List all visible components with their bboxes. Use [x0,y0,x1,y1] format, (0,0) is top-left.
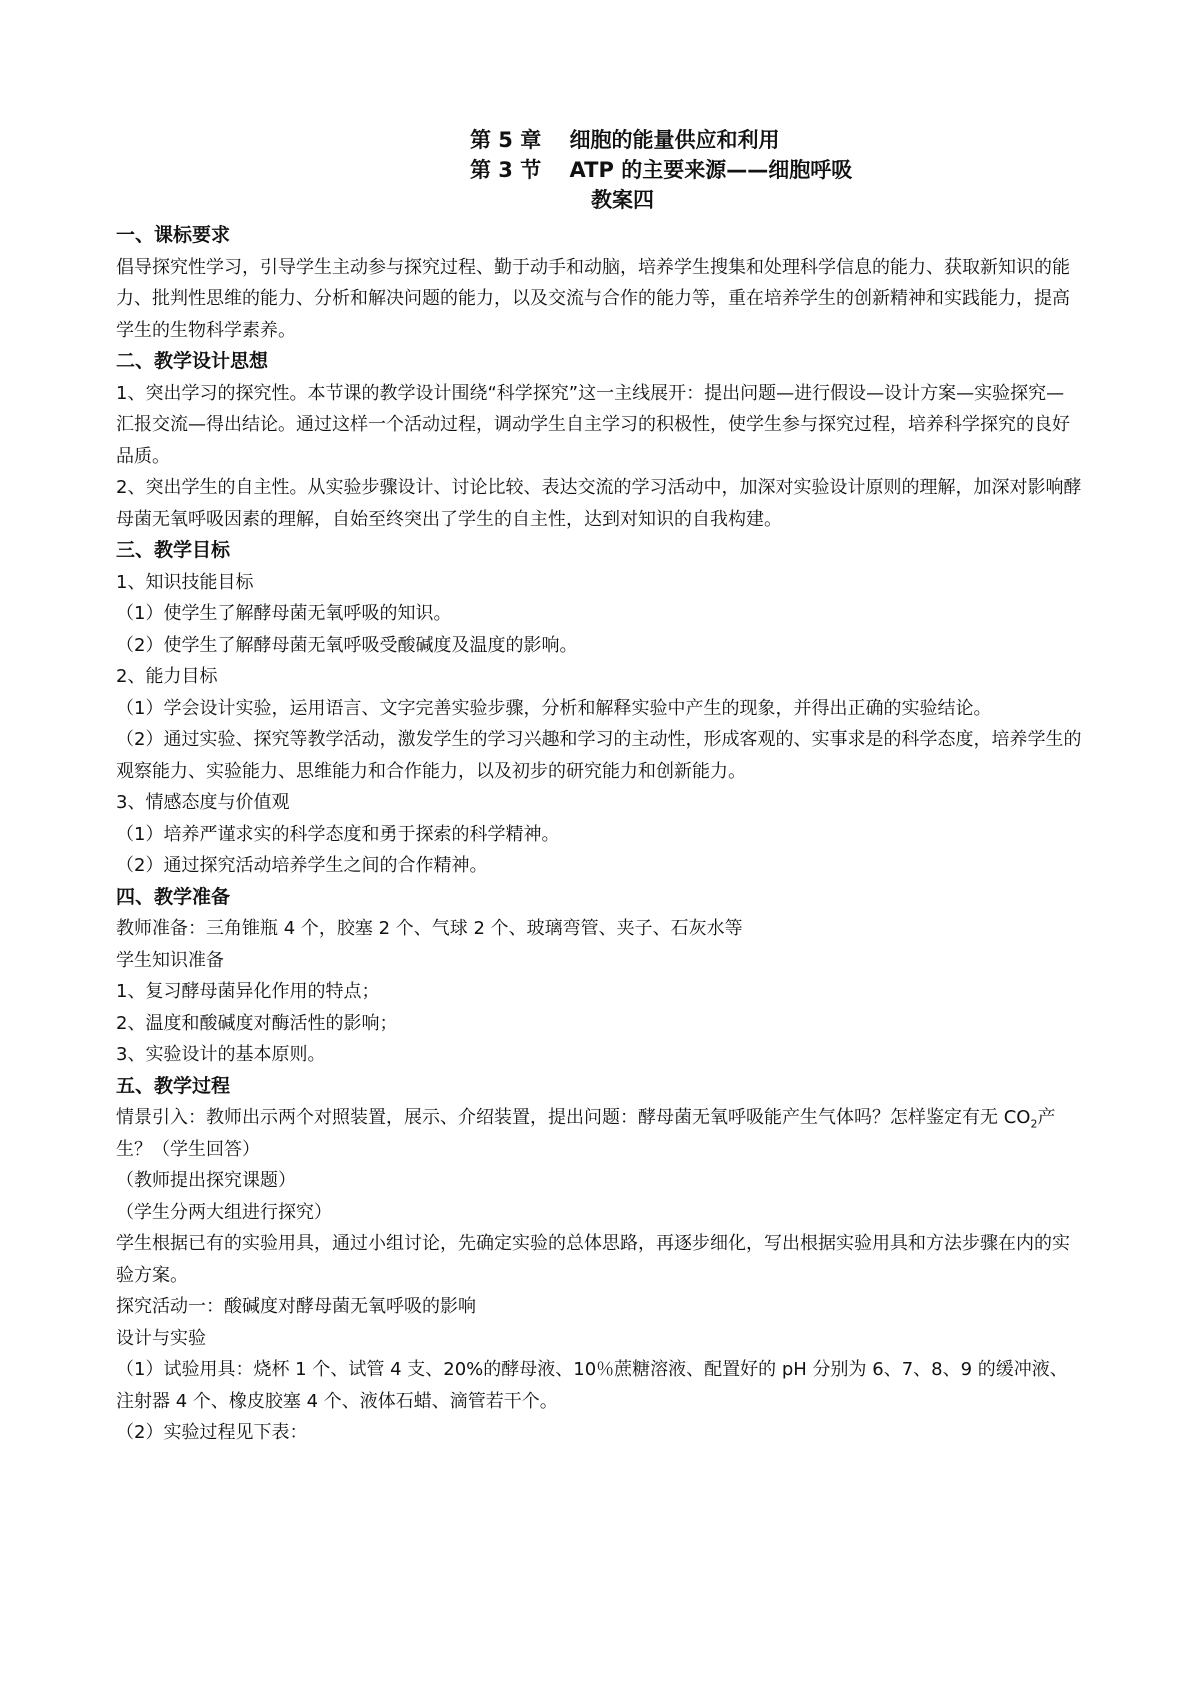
list-item: （1）使学生了解酵母菌无氧呼吸的知识。 [116,603,452,624]
list-item: （1）试验用具：烧杯 1 个、试管 4 支、20%的酵母液、10％蔗糖溶液、配置好的 pH 分别为 6、7、8、9 的缓冲液、注射器 4 个、橡皮胶塞 4 个、液体石蜡、滴管若干个。 [116,1359,1068,1412]
chapter-title: 第 5 章 细胞的能量供应和利用 [470,128,780,152]
list-item: 设计与实验 [116,1327,206,1349]
list-item: （1）学会设计实验，运用语言、文字完善实验步骤，分析和解释实验中产生的现象，并得出正确的实验结论。 [116,697,992,719]
list-item: 2、能力目标 [116,666,218,687]
list-item: 2、温度和酸碱度对酶活性的影响； [116,1012,398,1034]
section-heading-5: 五、教学过程 [116,1074,231,1097]
subscript: 2 [1030,1117,1038,1131]
list-item: 1、复习酵母菌异化作用的特点； [116,981,380,1002]
paragraph [116,1102,1082,1165]
paragraph: 倡导探究性学习，引导学生主动参与探究过程、勤于动手和动脑，培养学生搜集和处理科学信息的能力、获取新知识的能力、批判性思维的能力、分析和解决问题的能力，以及交流与合作的能力等，重在培养学生的创新精神和实践能力，提高学生的生物科学素养。 [116,256,1070,341]
section-heading-2: 二、教学设计思想 [116,350,269,372]
list-item: （2）通过实验、探究等教学活动，激发学生的学习兴趣和学习的主动性，形成客观的、实事求是的科学态度，培养学生的观察能力、实验能力、思维能力和合作能力，以及初步的研究能力和创新能力。 [116,729,1082,782]
paragraph: 2、突出学生的自主性。从实验步骤设计、讨论比较、表达交流的学习活动中，加深对实验设计原则的理解，加深对影响酵母菌无氧呼吸因素的理解，自始至终突出了学生的自主性，达到对知识的自我构建。 [116,477,1082,530]
list-item: 3、实验设计的基本原则。 [116,1044,326,1065]
section-heading-4: 四、教学准备 [116,885,231,908]
list-item: 教师准备：三角锥瓶 4 个，胶塞 2 个、气球 2 个、玻璃弯管、夹子、石灰水等 [116,918,743,939]
intro-text: 情景引入：教师出示两个对照装置，展示、介绍装置，提出问题：酵母菌无氧呼吸能产生气体吗？怎样鉴定有无 CO [116,1107,1031,1128]
list-item: （2）通过探究活动培养学生之间的合作精神。 [116,855,488,876]
section-heading-3: 三、教学目标 [116,539,231,561]
list-item: 学生知识准备 [116,949,224,971]
section-heading-1: 一、课标要求 [116,224,231,246]
paragraph: 1、突出学习的探究性。本节课的教学设计围绕“科学探究”这一主线展开：提出问题—进行假设—设计方案—实验探究—汇报交流—得出结论。通过这样一个活动过程，调动学生自主学习的积极性，使学生参与探究过程，培养科学探究的良好品质。 [116,382,1070,467]
list-item: （2）实验过程见下表： [116,1422,308,1443]
list-item: （2）使学生了解酵母菌无氧呼吸受酸碱度及温度的影响。 [116,634,578,656]
list-item: （学生分两大组进行探究） [116,1201,332,1223]
list-item: 1、知识技能目标 [116,571,254,593]
section-title: 第 3 节 ATP 的主要来源——细胞呼吸 [470,158,853,182]
document-body [116,220,1082,1449]
paragraph: 学生根据已有的实验用具，通过小组讨论，先确定实验的总体思路，再逐步细化，写出根据实验用具和方法步骤在内的实验方案。 [116,1233,1070,1286]
doc-title: 教案四 [591,188,654,212]
list-item: （教师提出探究课题） [116,1170,296,1191]
list-item: 探究活动一：酸碱度对酵母菌无氧呼吸的影响 [116,1296,476,1317]
list-item: （1）培养严谨求实的科学态度和勇于探索的科学精神。 [116,823,560,845]
list-item: 3、情感态度与价值观 [116,792,290,813]
intro-text-end: 产生？（学生回答） [116,1107,1056,1160]
